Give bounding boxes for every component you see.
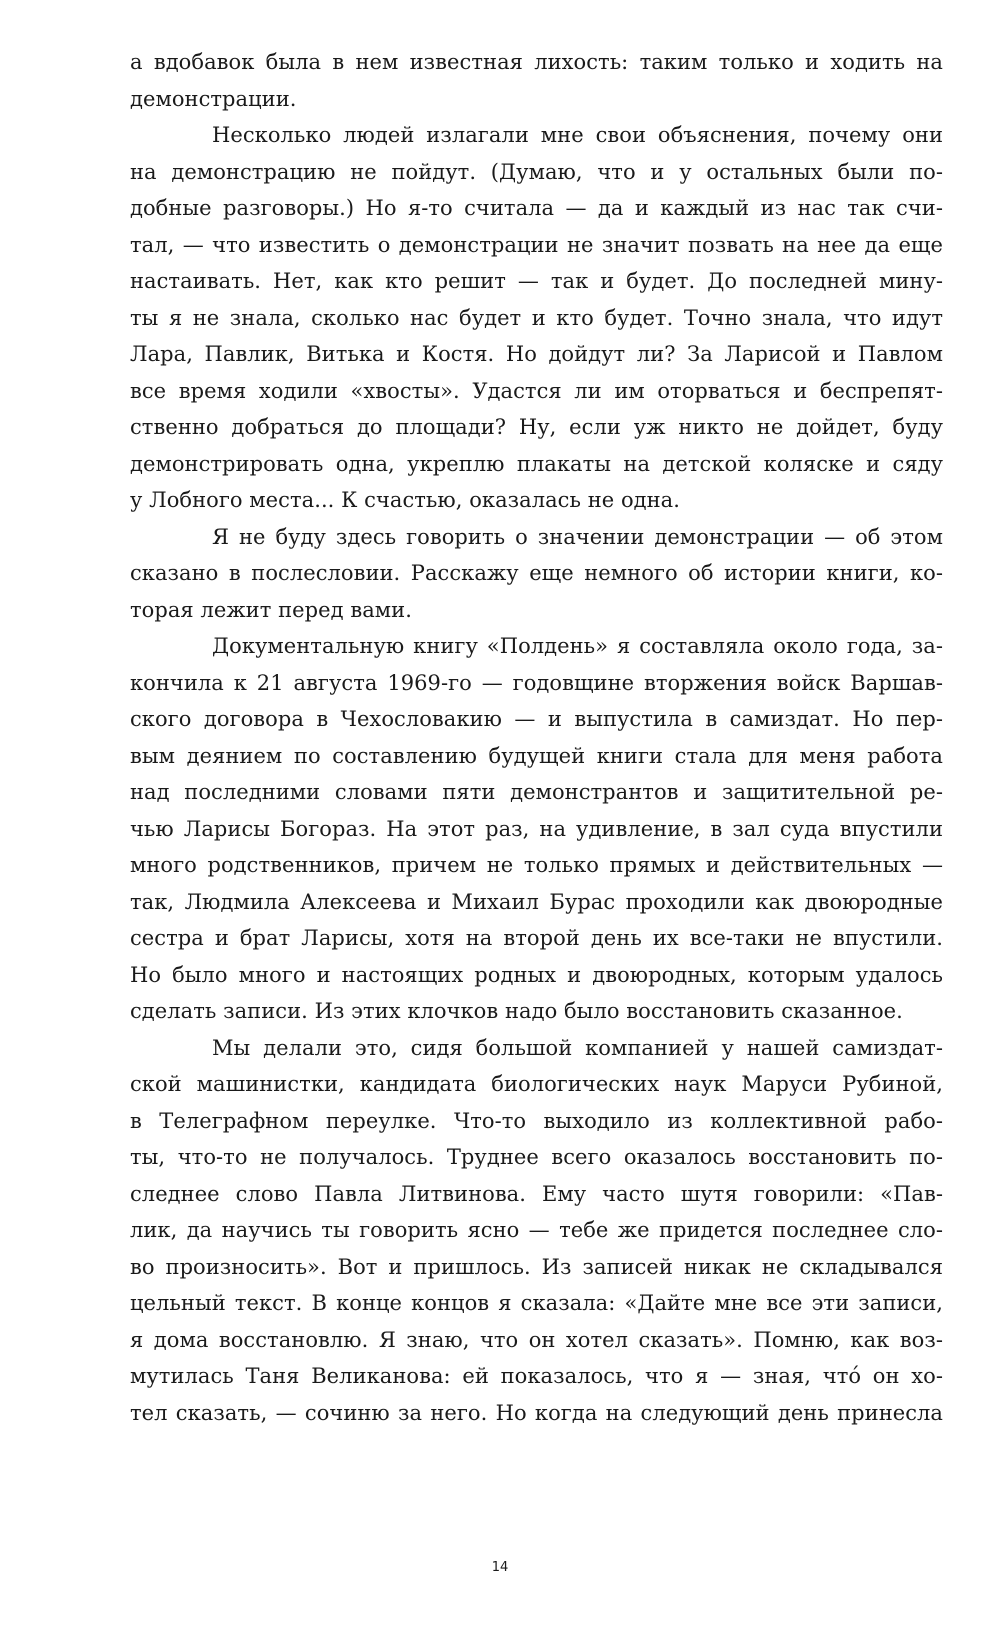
- text-line: Я не буду здесь говорить о значении демонстрации — об этом: [212, 524, 943, 549]
- text-line: кончила к 21 августа 1969-го — годовщине вторжения войск Варшав-: [130, 670, 943, 695]
- text-line: тел сказать, — сочиню за него. Но когда на следующий день принесла: [130, 1400, 943, 1425]
- page-number: 14: [491, 1560, 509, 1575]
- text-line: Мы делали это, сидя большой компанией у нашей самиздат-: [212, 1035, 943, 1060]
- text-line: ственно добраться до площади? Ну, если уж никто не дойдет, буду: [130, 415, 943, 439]
- text-line: сделать записи. Из этих клочков надо было восстановить сказанное.: [130, 999, 903, 1023]
- text-line: во произносить». Вот и пришлось. Из записей никак не складывался: [130, 1254, 943, 1279]
- text-line: следнее слово Павла Литвинова. Ему часто шутя говорили: «Пав-: [130, 1181, 943, 1206]
- text-line: мутилась Таня Великанова: ей показалось, что я — зная, что́ он хо-: [130, 1364, 943, 1388]
- text-line: торая лежит перед вами.: [130, 597, 412, 622]
- text-line: ского договора в Чехословакию — и выпустила в самиздат. Но пер-: [130, 707, 943, 731]
- text-line: все время ходили «хвосты». Удастся ли им оторваться и беспрепят-: [130, 378, 943, 403]
- text-line: демонстрации.: [130, 86, 297, 111]
- text-line: много родственников, причем не только прямых и действительных —: [130, 853, 943, 877]
- text-line: Несколько людей излагали мне свои объяснения, почему они: [212, 123, 943, 147]
- text-line: добные разговоры.) Но я-то считала — да и каждый из нас так счи-: [130, 196, 943, 220]
- text-line: Но было много и настоящих родных и двоюродных, которым удалось: [130, 962, 943, 987]
- text-line: тал, — что известить о демонстрации не значит позвать на нее да еще: [130, 232, 943, 257]
- body-text: [130, 44, 943, 1431]
- text-line: у Лобного места... К счастью, оказалась не одна.: [130, 488, 680, 512]
- text-line: так, Людмила Алексеева и Михаил Бурас проходили как двоюродные: [130, 889, 943, 914]
- text-line: в Телеграфном переулке. Что-то выходило из коллективной рабо-: [130, 1108, 943, 1133]
- text-line: настаивать. Нет, как кто решит — так и будет. До последней мину-: [130, 269, 943, 293]
- text-line: цельный текст. В конце концов я сказала: «Дайте мне все эти записи,: [130, 1291, 943, 1315]
- text-line: на демонстрацию не пойдут. (Думаю, что и у остальных были по-: [130, 159, 943, 184]
- text-line: ты я не знала, сколько нас будет и кто будет. Точно знала, что идут: [130, 305, 943, 330]
- text-line: сказано в послесловии. Расскажу еще немного об истории книги, ко-: [130, 561, 943, 585]
- text-line: лик, да научись ты говорить ясно — тебе же придется последнее сло-: [130, 1218, 943, 1242]
- text-line: вым деянием по составлению будущей книги стала для меня работа: [130, 743, 943, 768]
- text-line: я дома восстановлю. Я знаю, что он хотел сказать». Помню, как воз-: [130, 1327, 943, 1352]
- text-line: Документальную книгу «Полдень» я составляла около года, за-: [212, 634, 943, 658]
- text-line: демонстрировать одна, укреплю плакаты на детской коляске и сяду: [130, 451, 943, 476]
- text-line: над последними словами пяти демонстрантов и защитительной ре-: [130, 780, 943, 804]
- text-line: Лара, Павлик, Витька и Костя. Но дойдут ли? За Ларисой и Павлом: [130, 342, 943, 366]
- text-line: а вдобавок была в нем известная лихость: таким только и ходить на: [130, 50, 943, 74]
- text-line: чью Ларисы Богораз. На этот раз, на удивление, в зал суда впустили: [130, 816, 943, 841]
- text-line: сестра и брат Ларисы, хотя на второй день их все-таки не впустили.: [130, 926, 943, 950]
- text-line: ской машинистки, кандидата биологических наук Маруси Рубиной,: [130, 1072, 943, 1096]
- text-line: ты, что-то не получалось. Труднее всего оказалось восстановить по-: [130, 1145, 943, 1169]
